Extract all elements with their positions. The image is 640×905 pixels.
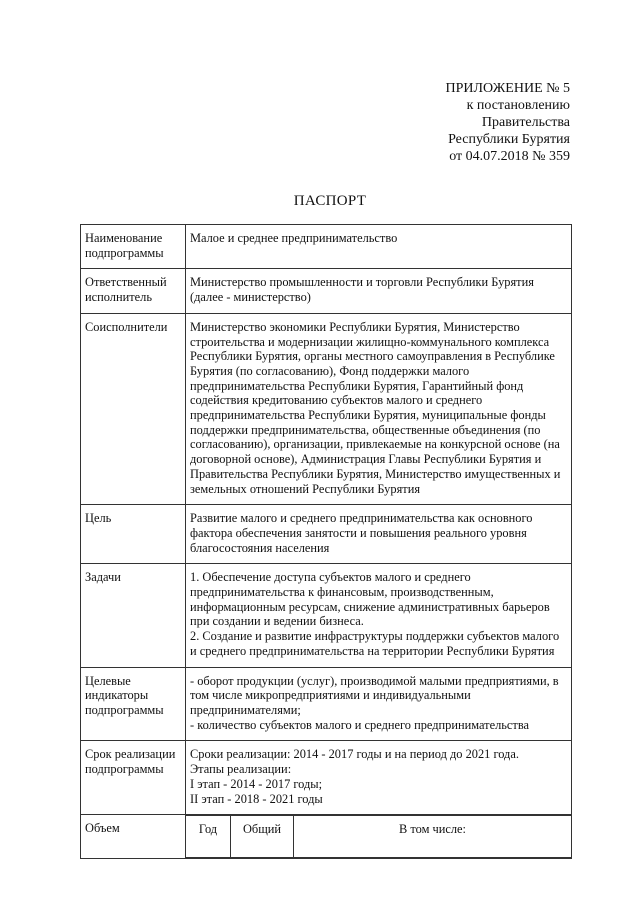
row-label-goal: Цель (81, 505, 186, 564)
row-label-volume: Объем (81, 815, 186, 859)
table-row (81, 313, 572, 504)
table-row (81, 505, 572, 564)
task-item: 2. Создание и развитие инфраструктуры поддержки субъектов малого и среднего предпринимательства на территории Республики Бурятия (190, 629, 560, 658)
task-item: 1. Обеспечение доступа субъектов малого и среднего предпринимательства к финансовым, производственным, информационным ресурсам, снижение административных барьеров при создании и ведении бизнеса. (190, 570, 550, 629)
column-header-year: Год (186, 816, 231, 858)
document-header (380, 80, 570, 165)
table-row (81, 225, 572, 269)
row-label-period: Срок реализации подпрограммы (81, 741, 186, 815)
period-line: I этап - 2014 - 2017 годы; (190, 776, 323, 791)
period-line: Сроки реализации: 2014 - 2017 годы и на период до 2021 года. (190, 747, 519, 762)
row-value-indicators (186, 667, 572, 741)
passport-table (80, 224, 572, 859)
page-title: ПАСПОРТ (293, 193, 367, 209)
row-label-executor: Ответственный исполнитель (81, 269, 186, 313)
table-row (81, 564, 572, 667)
table-row (81, 667, 572, 741)
row-label-name: Наименование подпрограммы (81, 225, 186, 269)
row-value-period (186, 741, 572, 815)
table-row (81, 269, 572, 313)
column-header-including: В том числе: (294, 816, 572, 858)
row-value-name: Малое и среднее предпринимательство (186, 225, 572, 269)
period-line: II этап - 2018 - 2021 годы (190, 791, 323, 806)
header-line: Республики Бурятия (448, 132, 570, 147)
row-label-indicators: Целевые индикаторы подпрограммы (81, 667, 186, 741)
row-label-tasks: Задачи (81, 564, 186, 667)
row-label-coexecutors: Соисполнители (81, 313, 186, 504)
period-line: Этапы реализации: (190, 762, 292, 777)
funding-subtable (186, 815, 571, 858)
table-row (81, 741, 572, 815)
row-value-volume (186, 815, 572, 859)
indicator-item: - оборот продукции (услуг), производимой малыми предприятиями, в том числе микропредприятиями и индивидуальными предпринимателями; (190, 673, 559, 717)
column-header-total: Общий (231, 816, 294, 858)
row-value-tasks (186, 564, 572, 667)
indicator-item: - количество субъектов малого и среднего предпринимательства (190, 717, 530, 732)
table-row (81, 815, 572, 859)
appendix-number: ПРИЛОЖЕНИЕ № 5 (445, 81, 570, 96)
header-line: к постановлению (466, 98, 570, 113)
row-value-executor: Министерство промышленности и торговли Республики Бурятия (далее - министерство) (186, 269, 572, 313)
resolution-date: от 04.07.2018 № 359 (449, 149, 570, 164)
row-value-goal: Развитие малого и среднего предпринимательства как основного фактора обеспечения занятости и повышения реального уровня благосостояния населения (186, 505, 572, 564)
header-line: Правительства (481, 115, 570, 130)
row-value-coexecutors: Министерство экономики Республики Бурятия, Министерство строительства и модернизации жилищно-коммунального комплекса Республики Бурятия, органы местного самоуправления в Республике Бурятия (по согласованию), Фонд поддержки малого предпринимательства Республики Бурятия, Гарантийный фонд содействия кредитованию субъектов малого и среднего предпринимательства Республики Бурятия, муниципальные фонды поддержки предпринимательства, общественные объединения (по согласованию), организации, привлекаемые на конкурсной основе (на договорной основе), Администрация Главы Республики Бурятия и Правительства Республики Бурятия, Министерство имущественных и земельных отношений Республики Бурятия (186, 313, 572, 504)
